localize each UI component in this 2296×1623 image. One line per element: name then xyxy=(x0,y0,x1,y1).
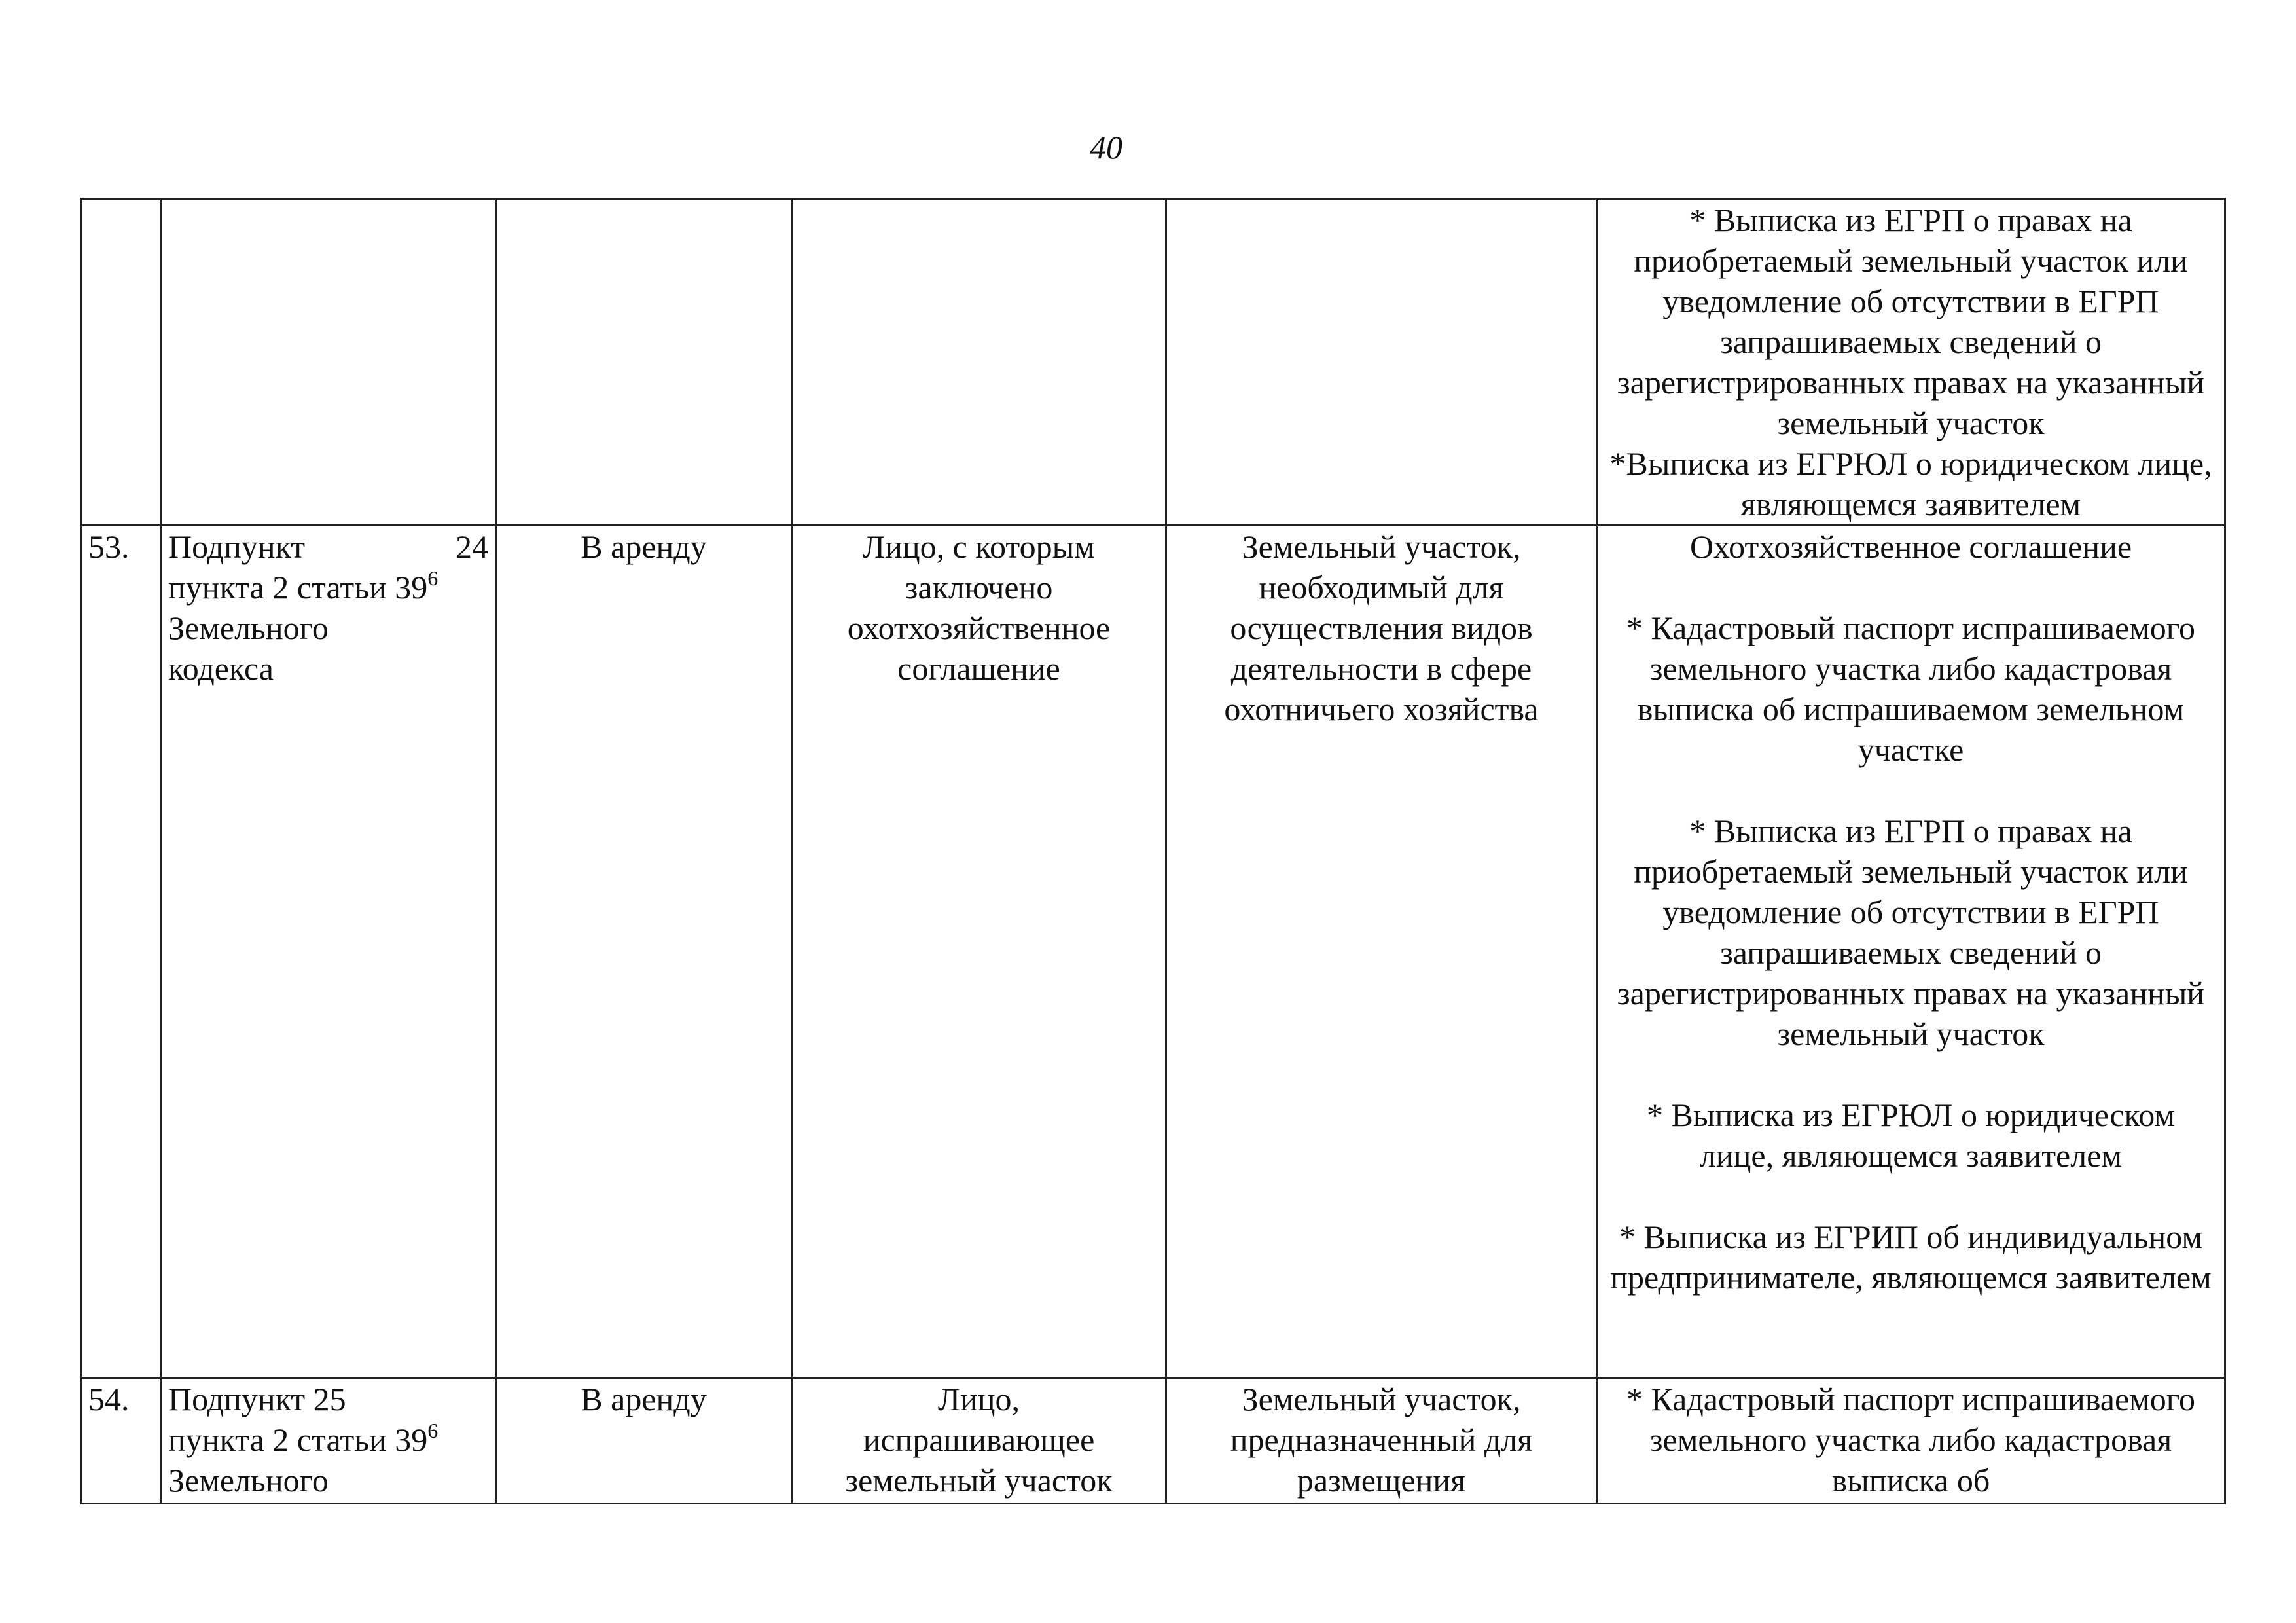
land-documents-table xyxy=(80,198,2226,1504)
cell-land-plot: Земельный участок, предназначенный для размещения xyxy=(1166,1378,1597,1504)
basis-word: Подпункт xyxy=(168,528,306,565)
cell-documents xyxy=(1597,526,2225,1378)
page-number: 40 xyxy=(1090,129,1122,166)
cell-land-plot: Земельный участок, необходимый для осуществления видов деятельности в сфере охотничьего хозяйства xyxy=(1166,526,1597,1378)
basis-code: Земельного xyxy=(168,1462,329,1499)
basis-subpoint-number: 24 xyxy=(456,528,488,565)
table-row-continuation xyxy=(81,199,2225,526)
basis-article: пункта 2 статьи 39 xyxy=(168,569,428,606)
cell-documents xyxy=(1597,1378,2225,1504)
cell-applicant xyxy=(792,526,1166,1378)
document-item: * Кадастровый паспорт испрашиваемого земельного участка либо кадастровая выписка об испрашиваемом земельном участке xyxy=(1626,610,2196,768)
applicant-text: Лицо, с которым заключено охотхозяйственное соглашение xyxy=(847,528,1111,687)
cell-number: 54. xyxy=(81,1378,161,1504)
document-item: * Выписка из ЕГРИП об индивидуальном предпринимателе, являющемся заявителем xyxy=(1610,1218,2212,1296)
table-row-54 xyxy=(81,1378,2225,1504)
cell-applicant xyxy=(792,1378,1166,1504)
basis-subpoint: Подпункт 25 xyxy=(168,1381,346,1417)
document-item: *Выписка из ЕГРЮЛ о юридическом лице, являющемся заявителем xyxy=(1609,445,2212,522)
cell-applicant xyxy=(792,199,1166,526)
cell-grant-type xyxy=(496,199,792,526)
cell-grant-type: В аренду xyxy=(496,1378,792,1504)
cell-grant-type: В аренду xyxy=(496,526,792,1378)
cell-land-plot xyxy=(1166,199,1597,526)
basis-article: пункта 2 статьи 39 xyxy=(168,1421,428,1458)
cell-basis xyxy=(161,199,496,526)
table-row-53 xyxy=(81,526,2225,1378)
document-item: * Выписка из ЕГРП о правах на приобретаемый земельный участок или уведомление об отсутствии в ЕГРП запрашиваемых сведений о зарегистрированных правах на указанный земельный участок xyxy=(1617,812,2205,1052)
article-superscript: 6 xyxy=(427,1419,439,1442)
cell-number xyxy=(81,199,161,526)
document-item: * Кадастровый паспорт испрашиваемого земельного участка либо кадастровая выписка об xyxy=(1626,1381,2196,1499)
cell-basis xyxy=(161,526,496,1378)
document-item: * Выписка из ЕГРЮЛ о юридическом лице, являющемся заявителем xyxy=(1647,1097,2175,1174)
cell-number: 53. xyxy=(81,526,161,1378)
document-item: * Выписка из ЕГРП о правах на приобретаемый земельный участок или уведомление об отсутствии в ЕГРП запрашиваемых сведений о зарегистрированных правах на указанный земельный участок xyxy=(1617,202,2205,441)
applicant-text: Лицо, испрашивающее земельный участок xyxy=(845,1381,1113,1499)
cell-documents xyxy=(1597,199,2225,526)
document-item: Охотхозяйственное соглашение xyxy=(1689,528,2132,565)
basis-code: Земельного кодекса xyxy=(168,610,329,687)
article-superscript: 6 xyxy=(427,566,439,590)
cell-basis xyxy=(161,1378,496,1504)
